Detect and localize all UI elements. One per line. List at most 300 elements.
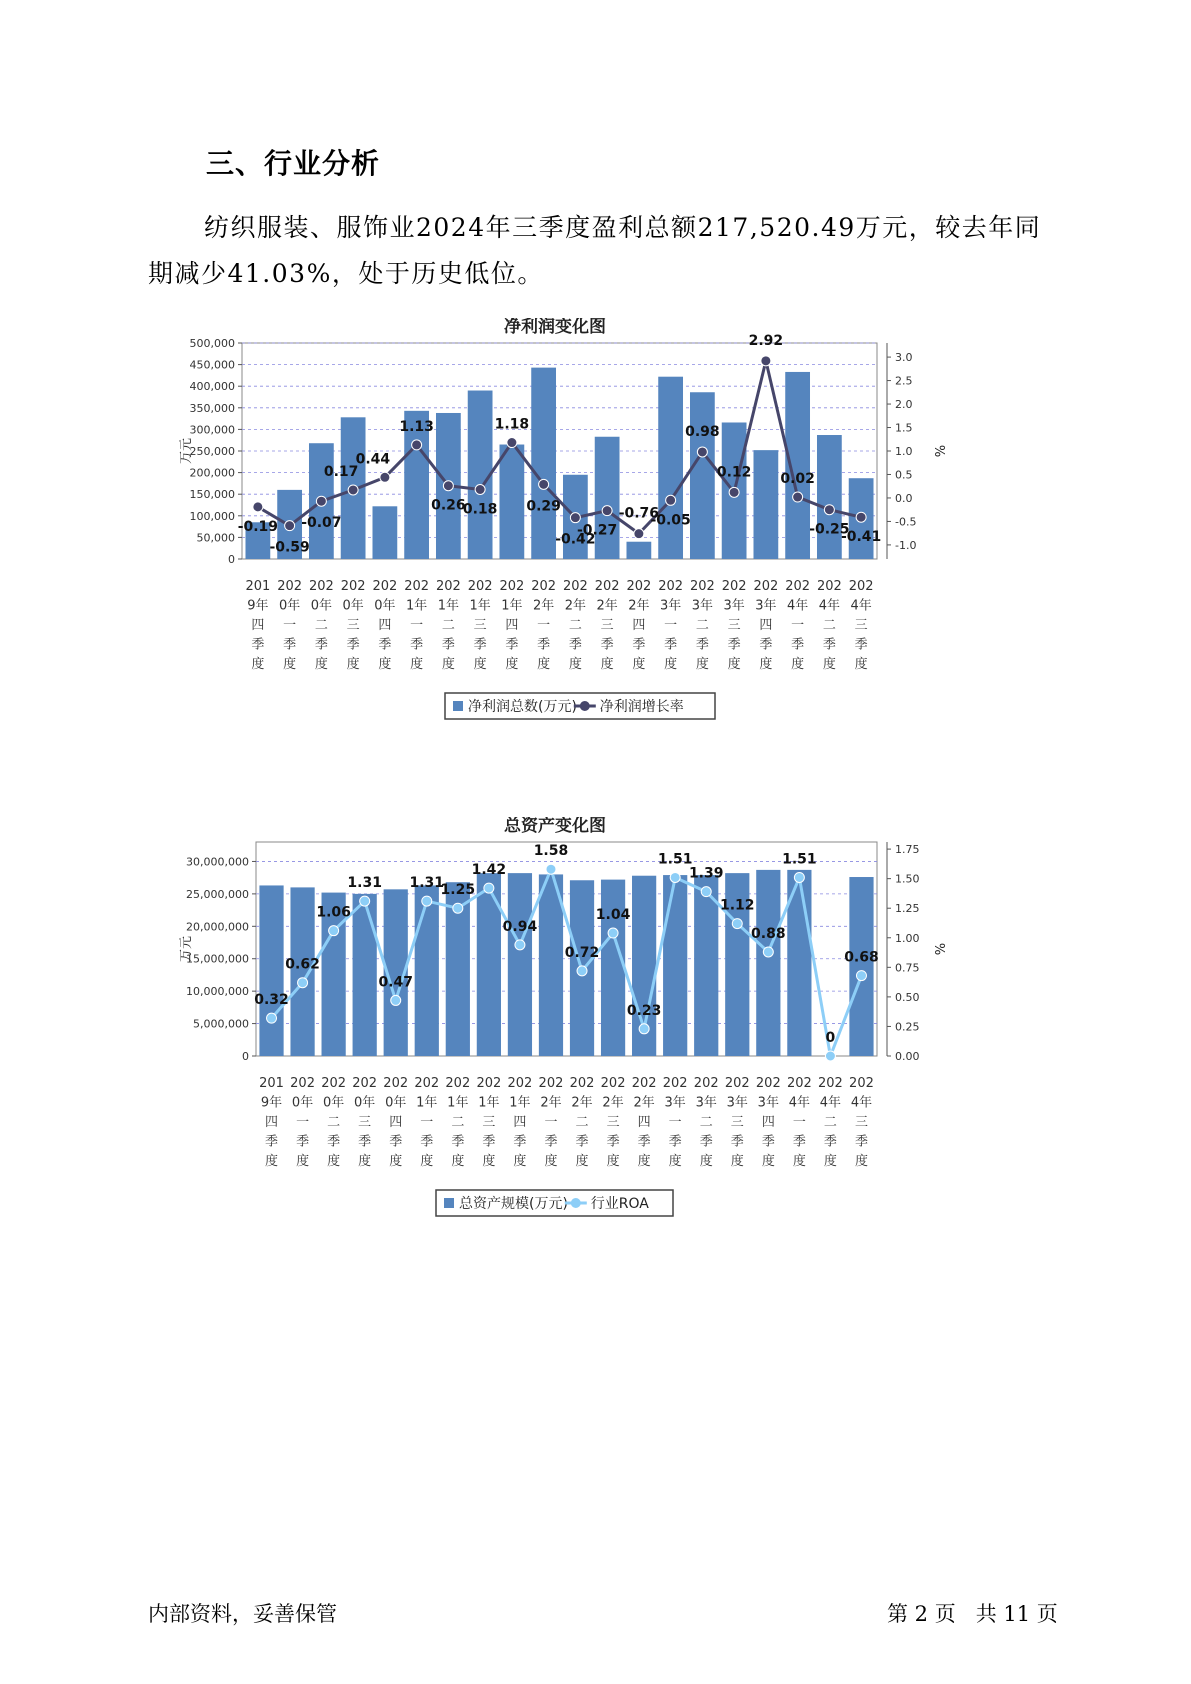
line-point	[602, 506, 612, 516]
x-tick-label: 202	[785, 579, 811, 594]
bar	[531, 368, 556, 559]
data-label: 0.98	[685, 423, 720, 440]
x-tick-label: 202	[383, 1076, 409, 1091]
legend-line-label: 净利润增长率	[599, 699, 684, 715]
data-label: 1.06	[316, 904, 351, 921]
legend-line-marker	[580, 701, 590, 711]
x-tick-label: 3年	[695, 1095, 717, 1111]
legend-bar-swatch	[444, 1198, 454, 1208]
line-point	[380, 472, 390, 482]
x-tick-label: 季	[600, 637, 614, 653]
x-tick-label: 2年	[633, 1095, 655, 1111]
line-point	[546, 864, 556, 874]
left-axis-title: 万元	[179, 935, 194, 963]
x-tick-label: 1年	[437, 598, 460, 614]
data-label: 0.26	[431, 497, 466, 514]
bar	[595, 437, 620, 559]
x-tick-label: 季	[668, 1134, 682, 1150]
x-tick-label: 度	[823, 1154, 837, 1169]
x-tick-label: 三	[854, 1115, 868, 1130]
right-tick-label: 0.50	[895, 990, 920, 1004]
x-tick-label: 3年	[726, 1095, 748, 1111]
left-tick-label: 0	[242, 1050, 249, 1063]
footer-confidential-note: 内部资料，妥善保管	[148, 1602, 337, 1626]
right-tick-label: 0.75	[895, 961, 920, 975]
x-tick-label: 一	[283, 618, 297, 633]
x-tick-label: 二	[823, 1115, 837, 1130]
x-tick-label: 一	[664, 618, 678, 633]
line-point	[316, 496, 326, 506]
x-tick-label: 度	[637, 1154, 651, 1169]
x-tick-label: 季	[759, 637, 773, 653]
x-tick-label: 1年	[405, 598, 428, 614]
x-tick-label: 三	[346, 618, 360, 633]
x-tick-label: 0年	[374, 598, 396, 614]
x-tick-label: 度	[378, 657, 392, 672]
line-point	[391, 995, 401, 1005]
x-tick-label: 季	[296, 1134, 310, 1150]
x-tick-label: 度	[451, 1154, 465, 1169]
x-tick-label: 度	[575, 1154, 589, 1169]
x-tick-label: 一	[792, 1115, 806, 1130]
data-label: -0.76	[618, 505, 660, 522]
x-tick-label: 季	[482, 1134, 496, 1150]
x-tick-label: 二	[568, 618, 582, 633]
x-tick-label: 度	[695, 657, 709, 672]
bar	[259, 885, 283, 1056]
x-tick-label: 度	[283, 657, 297, 672]
data-label: 0.02	[780, 471, 815, 488]
x-tick-label: 一	[537, 618, 551, 633]
right-tick-label: 1.0	[895, 445, 913, 458]
left-tick-label: 0	[228, 553, 235, 566]
x-tick-label: 季	[251, 637, 265, 653]
x-tick-label: 202	[277, 579, 303, 594]
legend-bar-label: 总资产规模(万元)	[459, 1196, 568, 1212]
x-tick-label: 度	[854, 1154, 868, 1169]
total-assets-chart	[175, 817, 975, 1277]
x-tick-label: 4年	[850, 598, 872, 614]
x-tick-label: 202	[435, 579, 461, 594]
x-tick-label: 202	[308, 579, 334, 594]
chart-group	[179, 318, 946, 719]
x-tick-label: 202	[414, 1076, 440, 1091]
x-tick-label: 202	[631, 1076, 657, 1091]
x-tick-label: 季	[420, 1134, 434, 1150]
x-tick-label: 202	[569, 1076, 595, 1091]
x-tick-label: 1年	[469, 598, 491, 614]
x-tick-label: 三	[854, 618, 868, 633]
legend	[445, 693, 715, 719]
data-label: 1.04	[595, 907, 631, 924]
legend-bar-swatch	[453, 701, 463, 711]
right-tick-label: -0.5	[895, 515, 917, 529]
data-label: 0.29	[526, 498, 561, 515]
left-tick-label: 450,000	[189, 358, 235, 372]
x-tick-label: 季	[575, 1134, 589, 1150]
x-tick-label: 0年	[322, 1095, 345, 1111]
x-tick-label: 2年	[571, 1095, 593, 1111]
right-tick-label: -1.0	[895, 538, 917, 552]
right-axis-title: %	[931, 942, 946, 956]
x-tick-label: 202	[658, 579, 684, 594]
right-tick-label: 3.0	[895, 351, 913, 365]
right-tick-label: 1.50	[895, 872, 920, 886]
x-tick-label: 四	[389, 1115, 403, 1130]
x-tick-label: 二	[314, 618, 328, 633]
data-label: 1.58	[533, 843, 569, 860]
bar	[756, 870, 780, 1056]
total-assets-chart-svg	[175, 817, 975, 1277]
left-tick-label: 50,000	[196, 531, 235, 545]
x-tick-label: 201	[259, 1076, 284, 1091]
x-tick-label: 度	[473, 657, 487, 672]
x-tick-label: 三	[606, 1115, 620, 1130]
line-point	[422, 896, 432, 906]
x-tick-label: 季	[451, 1134, 465, 1150]
data-label: 1.51	[657, 851, 693, 868]
left-tick-label: 500,000	[189, 337, 235, 350]
x-tick-label: 季	[664, 637, 678, 653]
x-tick-label: 一	[668, 1115, 682, 1130]
left-tick-label: 200,000	[189, 466, 235, 480]
left-tick-label: 250,000	[189, 445, 235, 458]
x-tick-label: 4年	[786, 598, 809, 614]
x-tick-label: 季	[441, 637, 455, 653]
x-tick-label: 1年	[447, 1095, 469, 1111]
x-tick-label: 202	[849, 1076, 874, 1091]
x-tick-label: 四	[505, 618, 519, 633]
x-tick-label: 1年	[509, 1095, 531, 1111]
line-point	[793, 492, 803, 502]
data-label: 0.12	[716, 464, 752, 481]
x-tick-label: 二	[441, 618, 455, 633]
net-profit-chart	[175, 318, 975, 778]
x-tick-label: 一	[791, 618, 805, 633]
x-tick-label: 202	[786, 1076, 812, 1091]
x-tick-label: 度	[606, 1154, 620, 1169]
left-tick-label: 20,000,000	[186, 920, 249, 934]
data-label: 2.92	[748, 332, 784, 349]
chart-group	[179, 817, 946, 1216]
x-tick-label: 四	[759, 618, 773, 633]
line-point	[360, 896, 370, 906]
bar	[372, 506, 397, 559]
left-tick-label: 300,000	[189, 423, 235, 437]
x-tick-label: 度	[822, 657, 836, 672]
x-tick-label: 度	[251, 657, 265, 672]
bar	[817, 435, 842, 559]
data-label: -0.07	[301, 515, 342, 532]
x-tick-label: 2年	[628, 598, 650, 614]
x-tick-label: 季	[358, 1134, 372, 1150]
x-tick-label: 202	[290, 1076, 315, 1091]
data-label: -0.59	[269, 539, 310, 556]
x-tick-label: 度	[513, 1154, 527, 1169]
x-tick-label: 二	[327, 1115, 341, 1130]
x-tick-label: 季	[505, 637, 519, 653]
x-tick-label: 季	[568, 637, 582, 653]
x-tick-label: 3年	[664, 1095, 686, 1111]
line-point	[701, 887, 711, 897]
x-tick-label: 度	[544, 1154, 558, 1169]
left-tick-label: 25,000,000	[186, 887, 249, 901]
x-tick-label: 度	[632, 657, 646, 672]
x-tick-label: 202	[562, 579, 588, 594]
x-tick-label: 季	[822, 637, 836, 653]
right-tick-label: 0.5	[895, 468, 913, 482]
x-tick-label: 季	[791, 637, 805, 653]
x-tick-label: 四	[761, 1115, 775, 1130]
x-tick-label: 度	[792, 1154, 806, 1169]
x-tick-label: 季	[327, 1134, 341, 1150]
line-point	[453, 903, 463, 913]
x-tick-label: 4年	[819, 1095, 842, 1111]
right-tick-label: 1.5	[895, 421, 913, 435]
x-tick-label: 季	[544, 1134, 558, 1150]
x-tick-label: 一	[420, 1115, 434, 1130]
net-profit-chart-svg	[175, 318, 975, 778]
x-tick-label: 季	[283, 637, 297, 653]
x-tick-label: 202	[626, 579, 652, 594]
x-tick-label: 季	[378, 637, 392, 653]
x-tick-label: 3年	[691, 598, 714, 614]
line-point	[856, 512, 866, 522]
x-tick-label: 1年	[478, 1095, 500, 1111]
x-tick-label: 季	[695, 637, 709, 653]
x-tick-label: 三	[482, 1115, 496, 1130]
x-tick-label: 4年	[818, 598, 841, 614]
data-label: 1.13	[399, 418, 434, 435]
x-tick-label: 度	[265, 1154, 279, 1169]
x-tick-label: 9年	[247, 598, 269, 614]
line-point	[475, 485, 485, 495]
x-tick-label: 202	[689, 579, 715, 594]
x-tick-label: 202	[352, 1076, 378, 1091]
right-tick-label: 0.25	[895, 1020, 920, 1034]
x-tick-label: 度	[314, 657, 328, 672]
bar	[663, 875, 687, 1056]
bar	[626, 542, 651, 559]
x-tick-label: 202	[848, 579, 874, 594]
x-tick-label: 季	[632, 637, 646, 653]
line-point	[515, 940, 525, 950]
x-tick-label: 季	[792, 1134, 806, 1150]
x-tick-label: 9年	[260, 1095, 283, 1111]
x-tick-label: 二	[699, 1115, 713, 1130]
x-tick-label: 度	[600, 657, 614, 672]
data-label: 0.94	[502, 918, 538, 935]
x-tick-label: 三	[473, 618, 487, 633]
legend-line-marker	[571, 1198, 581, 1208]
x-tick-label: 2年	[540, 1095, 562, 1111]
data-label: 1.18	[494, 416, 530, 433]
x-tick-label: 度	[761, 1154, 775, 1169]
data-label: -0.42	[555, 531, 596, 548]
x-tick-label: 季	[513, 1134, 527, 1150]
line-point	[856, 971, 866, 981]
x-tick-label: 度	[537, 657, 551, 672]
x-tick-label: 度	[420, 1154, 434, 1169]
data-label: 1.39	[688, 865, 724, 882]
x-tick-label: 2年	[596, 598, 618, 614]
x-tick-label: 3年	[659, 598, 682, 614]
x-tick-label: 二	[451, 1115, 465, 1130]
x-tick-label: 202	[372, 579, 398, 594]
line-point	[732, 919, 742, 929]
x-tick-label: 2年	[602, 1095, 624, 1111]
left-tick-label: 350,000	[189, 401, 235, 415]
x-tick-label: 202	[753, 579, 779, 594]
left-tick-label: 150,000	[189, 488, 235, 502]
data-label: 0.68	[844, 949, 879, 966]
line-point	[412, 440, 422, 450]
line-point	[298, 978, 308, 988]
left-axis-title: 万元	[179, 437, 194, 465]
x-tick-label: 四	[251, 618, 265, 633]
x-tick-label: 202	[538, 1076, 564, 1091]
right-tick-label: 0.0	[895, 491, 913, 505]
data-label: 0.32	[254, 992, 289, 1009]
x-tick-label: 度	[759, 657, 773, 672]
x-tick-label: 四	[378, 618, 392, 633]
x-tick-label: 202	[445, 1076, 471, 1091]
x-tick-label: 201	[245, 579, 271, 594]
x-tick-label: 度	[441, 657, 455, 672]
line-point	[634, 529, 644, 539]
x-tick-label: 202	[816, 579, 842, 594]
x-tick-label: 一	[544, 1115, 558, 1130]
x-tick-label: 季	[389, 1134, 403, 1150]
x-tick-label: 202	[662, 1076, 688, 1091]
x-tick-label: 2年	[564, 598, 587, 614]
line-point	[329, 926, 339, 936]
line-point	[484, 883, 494, 893]
x-tick-label: 三	[727, 618, 741, 633]
right-tick-label: 1.75	[895, 843, 920, 857]
left-tick-label: 5,000,000	[193, 1017, 249, 1031]
x-tick-label: 季	[606, 1134, 620, 1150]
x-tick-label: 度	[296, 1154, 310, 1169]
x-tick-label: 202	[476, 1076, 502, 1091]
right-tick-label: 2.0	[895, 398, 913, 412]
x-tick-label: 3年	[723, 598, 745, 614]
x-tick-label: 二	[575, 1115, 589, 1130]
data-label: -0.19	[237, 518, 279, 535]
left-tick-label: 15,000,000	[186, 952, 249, 966]
x-tick-label: 季	[761, 1134, 775, 1150]
x-tick-label: 202	[404, 579, 430, 594]
data-label: -0.05	[650, 512, 691, 529]
chart-title: 净利润变化图	[504, 318, 606, 337]
data-label: 1.51	[782, 851, 817, 868]
data-label: 0.72	[564, 944, 600, 961]
x-tick-label: 度	[358, 1154, 372, 1169]
data-label: 0	[825, 1030, 836, 1046]
x-tick-label: 三	[600, 618, 614, 633]
x-tick-label: 度	[568, 657, 582, 672]
left-tick-label: 10,000,000	[186, 985, 249, 999]
left-tick-label: 400,000	[189, 380, 235, 394]
legend-line-label: 行业ROA	[590, 1196, 649, 1212]
x-tick-label: 4年	[850, 1095, 873, 1111]
data-label: 0.62	[285, 956, 320, 973]
data-label: 0.47	[378, 974, 413, 991]
data-label: 1.31	[409, 875, 445, 892]
right-tick-label: 0.00	[895, 1050, 920, 1063]
x-tick-label: 202	[499, 579, 525, 594]
bar	[353, 894, 377, 1056]
line-point	[824, 505, 834, 515]
line-point	[285, 521, 295, 531]
x-tick-label: 季	[265, 1134, 279, 1150]
x-tick-label: 0年	[342, 598, 364, 614]
x-tick-label: 四	[637, 1115, 651, 1130]
x-tick-label: 季	[410, 637, 424, 653]
x-tick-label: 202	[531, 579, 557, 594]
line-point	[729, 487, 739, 497]
x-tick-label: 二	[695, 618, 709, 633]
data-label: 0.44	[355, 451, 391, 468]
line-point	[794, 872, 804, 882]
x-tick-label: 度	[327, 1154, 341, 1169]
x-tick-label: 度	[410, 657, 424, 672]
x-tick-label: 202	[693, 1076, 719, 1091]
data-label: -0.41	[840, 529, 882, 546]
x-tick-label: 4年	[788, 1095, 811, 1111]
x-tick-label: 二	[822, 618, 836, 633]
data-label: 1.12	[720, 897, 755, 914]
legend	[436, 1190, 673, 1216]
summary-paragraph: 纺织服装、服饰业2024年三季度盈利总额217,520.49万元，较去年同期减少41.03%，处于历史低位。	[148, 213, 1042, 288]
bar	[508, 873, 532, 1056]
x-tick-label: 0年	[385, 1095, 407, 1111]
x-tick-label: 一	[296, 1115, 310, 1130]
data-label: 0.18	[462, 501, 498, 518]
x-tick-label: 季	[473, 637, 487, 653]
section-title: 三、行业分析	[206, 147, 381, 180]
line-point	[348, 485, 358, 495]
line-point	[253, 502, 263, 512]
x-tick-label: 度	[727, 657, 741, 672]
x-tick-label: 四	[265, 1115, 279, 1130]
x-tick-label: 季	[730, 1134, 744, 1150]
line-point	[570, 513, 580, 523]
x-tick-label: 度	[505, 657, 519, 672]
bar	[499, 445, 524, 559]
x-tick-label: 季	[854, 1134, 868, 1150]
x-tick-label: 季	[823, 1134, 837, 1150]
x-tick-label: 202	[818, 1076, 843, 1091]
x-tick-label: 3年	[755, 598, 777, 614]
chart-title: 总资产变化图	[504, 817, 606, 836]
footer-page-number: 第 2 页 共 11 页	[887, 1602, 1058, 1626]
x-tick-label: 0年	[354, 1095, 376, 1111]
x-tick-label: 度	[346, 657, 360, 672]
line-point	[670, 872, 680, 882]
bar	[690, 392, 715, 559]
line-point	[639, 1024, 649, 1034]
x-tick-label: 1年	[501, 598, 523, 614]
x-tick-label: 四	[632, 618, 646, 633]
x-tick-label: 202	[721, 579, 747, 594]
data-label: -0.25	[809, 521, 850, 538]
data-label: -0.27	[576, 522, 618, 539]
right-axis-title: %	[931, 444, 946, 458]
legend-bar-label: 净利润总数(万元)	[468, 699, 577, 715]
right-tick-label: 1.25	[895, 902, 920, 916]
x-tick-label: 202	[340, 579, 366, 594]
